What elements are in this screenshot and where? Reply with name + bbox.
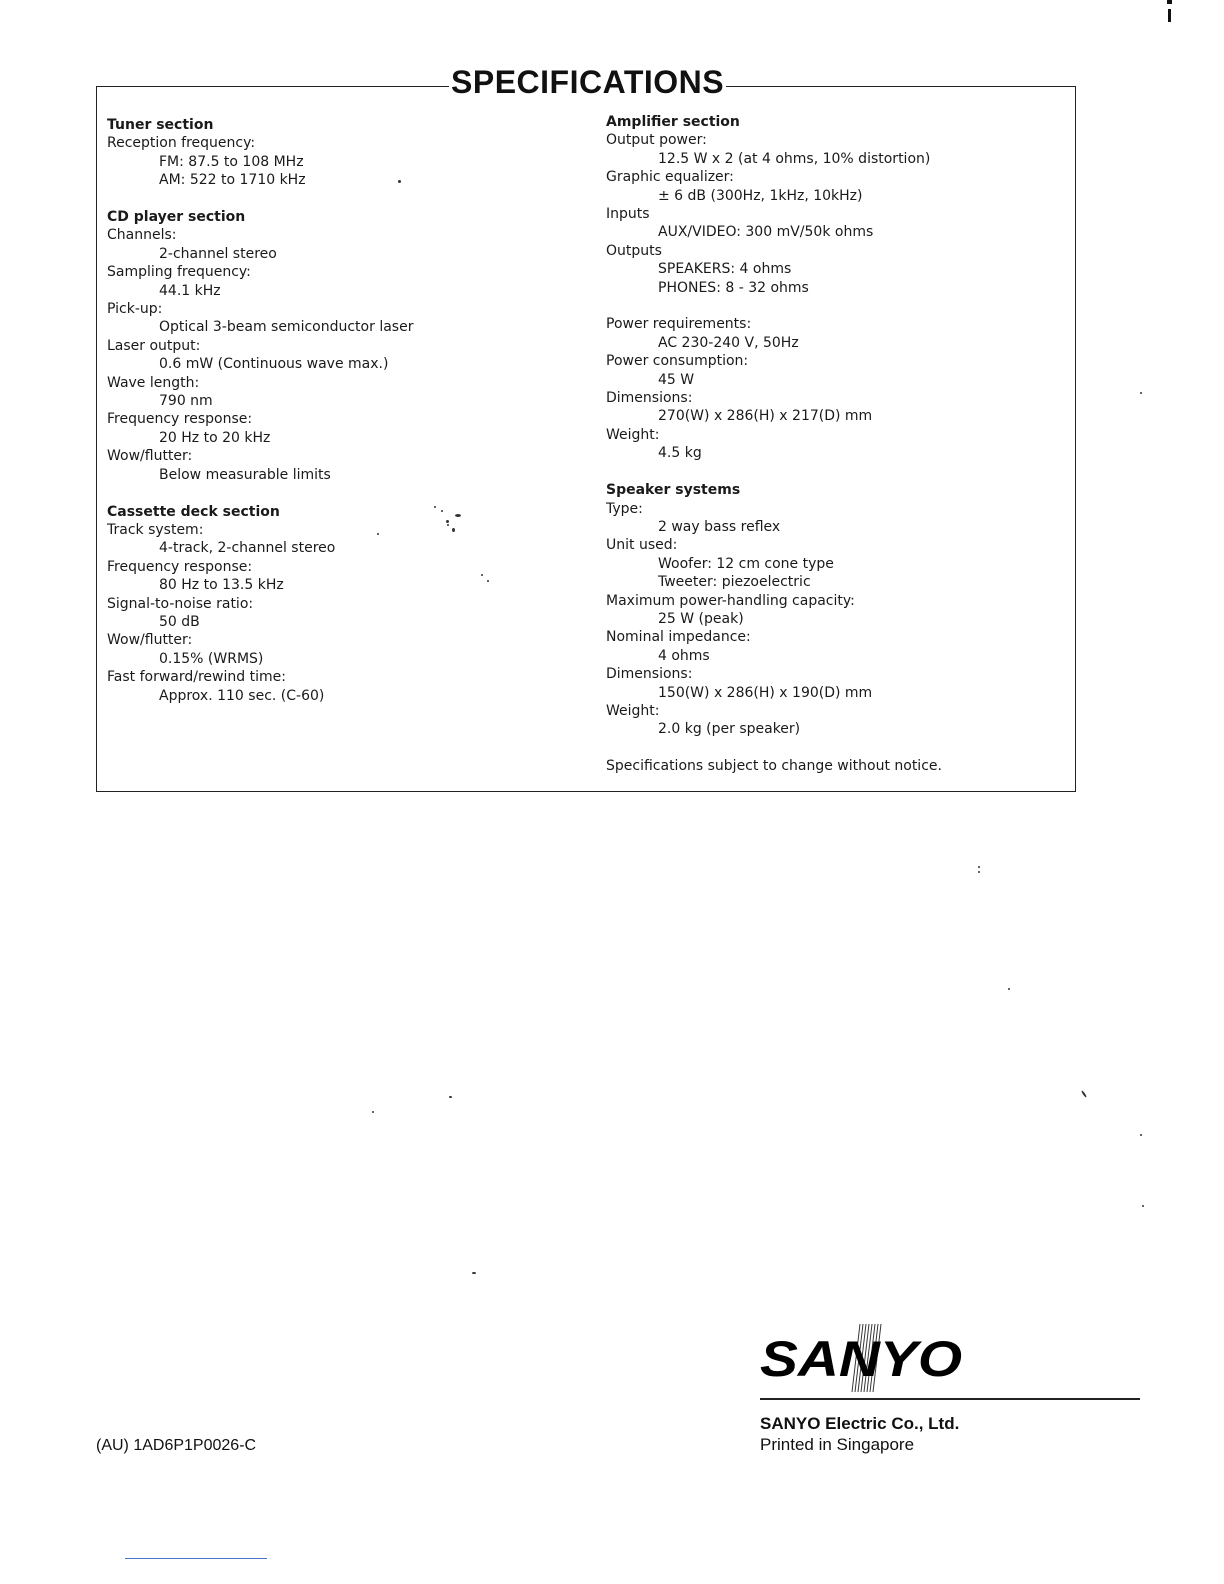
spec-label: Wow/flutter: <box>107 448 193 465</box>
spec-label: Channels: <box>107 227 177 244</box>
spec-value: 790 nm <box>159 393 213 410</box>
spec-label: Dimensions: <box>606 666 693 683</box>
spec-value: 150(W) x 286(H) x 190(D) mm <box>658 684 873 701</box>
bottom-edge-line <box>125 1558 267 1559</box>
spec-value: 2.0 kg (per speaker) <box>658 721 801 738</box>
spec-value: 80 Hz to 13.5 kHz <box>159 577 284 594</box>
right-spec-column <box>606 113 1066 776</box>
spec-label: Fast forward/rewind time: <box>107 669 286 686</box>
spec-value: Woofer: 12 cm cone type <box>658 555 834 572</box>
spec-label: Sampling frequency: <box>107 264 251 281</box>
spec-label: Frequency response: <box>107 558 253 575</box>
spec-value: 4.5 kg <box>658 445 702 462</box>
page-title: SPECIFICATIONS <box>451 64 725 100</box>
spec-label: Signal-to-noise ratio: <box>107 595 254 612</box>
spec-label: Power requirements: <box>606 316 752 333</box>
spec-value: ± 6 dB (300Hz, 1kHz, 10kHz) <box>658 187 863 204</box>
spec-value: FM: 87.5 to 108 MHz <box>159 153 304 170</box>
spec-label: Pick-up: <box>107 301 163 318</box>
spec-value: 4-track, 2-channel stereo <box>159 540 336 557</box>
document-code: (AU) 1AD6P1P0026-C <box>96 1437 257 1454</box>
spec-value: SPEAKERS: 4 ohms <box>658 261 792 278</box>
section-heading: Cassette deck section <box>107 503 280 520</box>
spec-value: 50 dB <box>159 613 200 630</box>
spec-value: 25 W (peak) <box>658 610 744 627</box>
spec-value: 2 way bass reflex <box>658 518 781 535</box>
spec-label: Inputs <box>606 206 650 223</box>
spec-value: AUX/VIDEO: 300 mV/50k ohms <box>658 224 874 241</box>
spec-value: 4 ohms <box>658 647 710 664</box>
spec-value: 44.1 kHz <box>159 282 221 299</box>
sanyo-logo <box>760 1322 970 1394</box>
section-heading: Speaker systems <box>606 482 741 499</box>
spec-label: Power consumption: <box>606 353 749 370</box>
change-notice: Specifications subject to change without notice. <box>606 758 942 775</box>
spec-value: 12.5 W x 2 (at 4 ohms, 10% distortion) <box>658 150 931 167</box>
spec-value: 0.6 mW (Continuous wave max.) <box>159 356 389 373</box>
spec-label: Wow/flutter: <box>107 632 193 649</box>
spec-value: Approx. 110 sec. (C-60) <box>159 687 325 704</box>
section-heading: Amplifier section <box>606 114 740 130</box>
spec-label: Dimensions: <box>606 390 693 407</box>
footer-rule <box>760 1398 1140 1400</box>
spec-label: Wave length: <box>107 374 200 391</box>
spec-label: Maximum power-handling capacity: <box>606 592 855 609</box>
spec-label: Outputs <box>606 242 662 259</box>
spec-value: 2-channel stereo <box>159 245 277 262</box>
spec-label: Frequency response: <box>107 411 253 428</box>
spec-label: Nominal impedance: <box>606 629 751 646</box>
power-section <box>606 315 1066 462</box>
left-spec-column <box>107 116 537 723</box>
spec-section <box>107 208 537 484</box>
spec-label: Track system: <box>107 521 204 538</box>
spec-label: Weight: <box>606 426 660 443</box>
section-heading: Tuner section <box>107 117 214 133</box>
corner-registration-mark <box>1167 0 1172 22</box>
spec-value: Below measurable limits <box>159 466 331 483</box>
spec-label: Type: <box>606 500 643 517</box>
spec-section <box>107 503 537 705</box>
spec-label: Laser output: <box>107 337 201 354</box>
speaker-section <box>606 481 1066 739</box>
spec-value: 20 Hz to 20 kHz <box>159 429 271 446</box>
section-heading: CD player section <box>107 209 246 226</box>
printed-in: Printed in Singapore <box>760 1435 915 1454</box>
spec-label: Reception frequency: <box>107 135 256 152</box>
amplifier-section <box>606 113 1066 297</box>
spec-value: PHONES: 8 - 32 ohms <box>658 279 809 296</box>
spec-label: Unit used: <box>606 537 678 554</box>
spec-section <box>107 116 537 190</box>
spec-label: Weight: <box>606 702 660 719</box>
title-row <box>96 64 1078 104</box>
spec-value: AM: 522 to 1710 kHz <box>159 172 306 189</box>
spec-value: 0.15% (WRMS) <box>159 650 264 667</box>
spec-label: Output power: <box>606 132 707 149</box>
spec-value: 45 W <box>658 371 695 388</box>
spec-label: Graphic equalizer: <box>606 169 734 186</box>
spec-value: Tweeter: piezoelectric <box>658 574 811 591</box>
spec-value: AC 230-240 V, 50Hz <box>658 334 799 351</box>
company-name: SANYO Electric Co., Ltd. <box>760 1414 960 1433</box>
spec-value: Optical 3-beam semiconductor laser <box>159 319 414 336</box>
spec-value: 270(W) x 286(H) x 217(D) mm <box>658 408 873 425</box>
svg-text:SANYO: SANYO <box>760 1331 963 1387</box>
